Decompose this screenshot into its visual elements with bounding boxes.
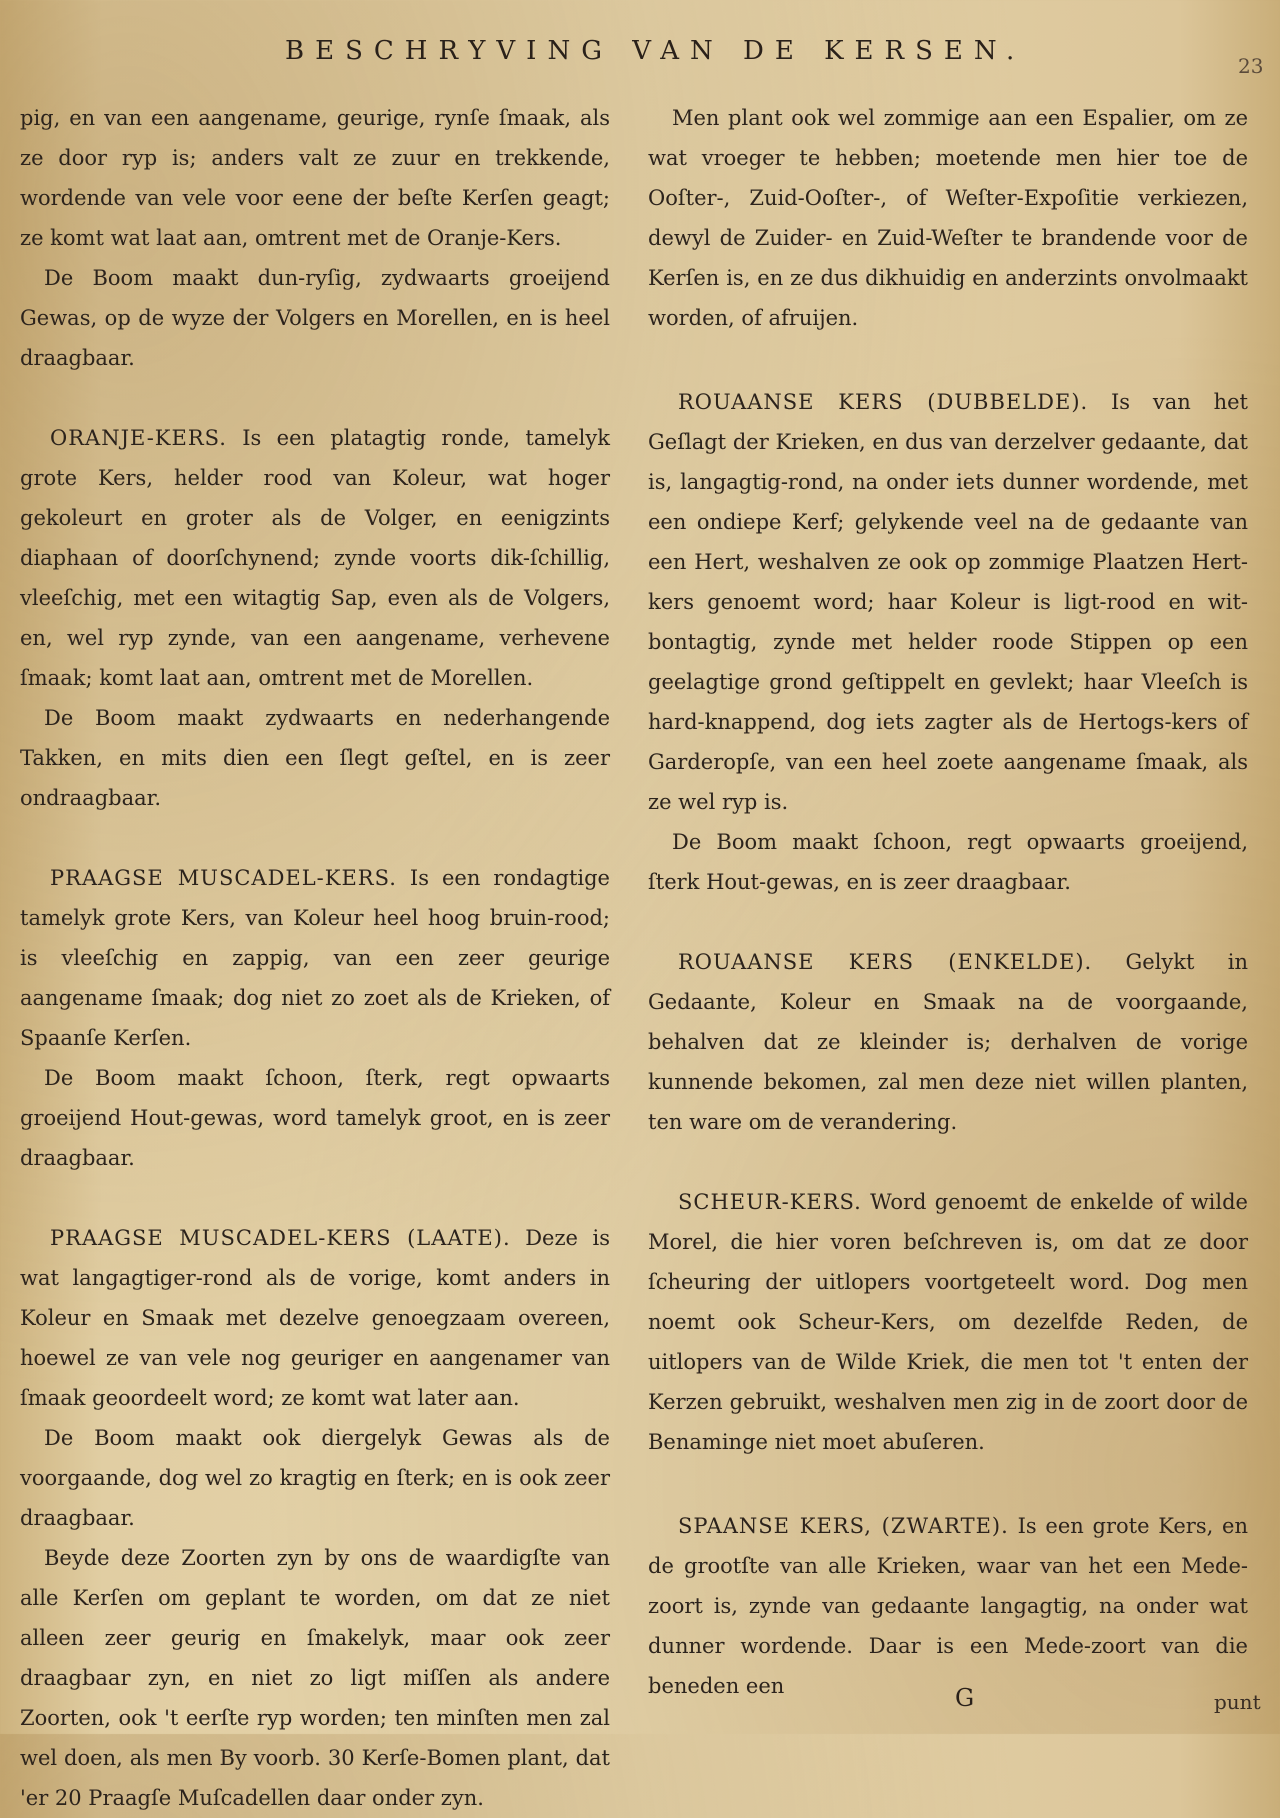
paragraph: Men plant ook wel zommige aan een Espalier, om ze wat vroeger te hebben; moetende men hier toe de Ooſter-, Zuid-Ooſter-, of Weſter-Expoſitie verkiezen, dewyl de Zuider- en Zuid-Weſter te brandende voor de Kerſen is, en ze dus dikhuidig en anderzints onvolmaakt worden, of afruijen.	[648, 106, 1248, 330]
catchword: punt	[1214, 1690, 1261, 1714]
left-column	[20, 98, 610, 1818]
entry-heading: ROUAANSE KERS (ENKELDE).	[678, 950, 1093, 974]
paragraph: De Boom maakt dun-ryſig, zydwaarts groeijend Gewas, op de wyze der Volgers en Morellen, en is heel draagbaar.	[20, 266, 610, 370]
paragraph: Beyde deze Zoorten zyn by ons de waardigſte van alle Kerſen om geplant te worden, om dat ze niet alleen zeer geurig en ſmakelyk, maar ook zeer draagbaar zyn, en niet zo ligt miſſen als andere Zoorten, ook 't eerſte ryp worden; ten minſten men zal wel doen, als men By voorb. 30 Kerſe-Bomen plant, dat 'er 20 Praagſe Muſcadellen daar onder zyn.	[20, 1546, 610, 1810]
paragraph: De Boom maakt zydwaarts en nederhangende Takken, en mits dien een ſlegt geſtel, en is zeer ondraagbaar.	[20, 706, 610, 810]
entry-rouaanse-enkelde: ROUAANSE KERS (ENKELDE). Gelykt in Gedaante, Koleur en Smaak na de voorgaande, behalven dat ze kleinder is; derhalven de vorige kunnende bekomen, zal men deze niet willen planten, ten ware om de verandering.	[648, 950, 1248, 1134]
paragraph: pig, en van een aangename, geurige, rynſe ſmaak, als ze door ryp is; anders valt ze zuur en trekkende, wordende van vele voor eene der beſte Kerſen geagt; ze komt wat laat aan, omtrent met de Oranje-Kers.	[20, 106, 610, 250]
entry-praagse-muscadel-laate: PRAAGSE MUSCADEL-KERS (LAATE). Deze is wat langagtiger-rond als de vorige, komt anders in Koleur en Smaak met dezelve genoegzaam overeen, hoewel ze van vele nog geuriger en aangenamer van ſmaak geoordeelt word; ze komt wat later aan.	[20, 1226, 610, 1410]
entry-heading: PRAAGSE MUSCADEL-KERS.	[50, 866, 397, 890]
entry-heading: ROUAANSE KERS (DUBBELDE).	[678, 390, 1089, 414]
paragraph: De Boom maakt ſchoon, regt opwaarts groeijend, ſterk Hout-gewas, en is zeer draagbaar.	[648, 830, 1248, 894]
paragraph: De Boom maakt ſchoon, ſterk, regt opwaarts groeijend Hout-gewas, word tamelyk groot, en is zeer draagbaar.	[20, 1066, 610, 1170]
entry-oranje-kers: ORANJE-KERS. Is een platagtig ronde, tamelyk grote Kers, helder rood van Koleur, wat hoger gekoleurt en groter als de Volger, en eenigzints diaphaan of doorſchynend; zynde voorts dik-ſchillig, vleeſchig, met een witagtig Sap, even als de Volgers, en, wel ryp zynde, van een aangename, verhevene ſmaak; komt laat aan, omtrent met de Morellen.	[20, 426, 610, 690]
entry-heading: SPAANSE KERS, (ZWARTE).	[678, 1514, 1009, 1538]
entry-heading: ORANJE-KERS.	[50, 426, 227, 450]
page-header	[0, 32, 1280, 82]
entry-spaanse-kers: SPAANSE KERS, (ZWARTE). Is een grote Kers, en de grootſte van alle Krieken, waar van het een Mede-zoort is, zynde van gedaante langagtig, na onder wat dunner wordende. Daar is een Mede-zoort van die beneden een	[648, 1514, 1249, 1698]
right-column	[648, 98, 1248, 1706]
entry-heading: SCHEUR-KERS.	[678, 1190, 862, 1214]
entry-praagse-muscadel: PRAAGSE MUSCADEL-KERS. Is een rondagtige tamelyk grote Kers, van Koleur heel hoog bruin-rood; is vleeſchig en zappig, van een zeer geurige aangename ſmaak; dog niet zo zoet als de Krieken, of Spaanſe Kerſen.	[20, 866, 610, 1050]
entry-scheur-kers: SCHEUR-KERS. Word genoemt de enkelde of wilde Morel, die hier voren beſchreven is, om dat ze door ſcheuring der uitlopers voortgeteelt word. Dog men noemt ook Scheur-Kers, om dezelfde Reden, de uitlopers van de Wilde Kriek, die men tot 't enten der Kerzen gebruikt, weshalven men zig in de zoort door de Benaminge niet moet abuſeren.	[648, 1190, 1248, 1454]
signature-mark: G	[955, 1684, 975, 1712]
page-number: 23	[1238, 54, 1264, 78]
paragraph: De Boom maakt ook diergelyk Gewas als de voorgaande, dog wel zo kragtig en ſterk; en is ook zeer draagbaar.	[20, 1426, 610, 1530]
running-head: BESCHRYVING VAN DE KERSEN.	[285, 36, 1026, 66]
entry-heading: PRAAGSE MUSCADEL-KERS (LAATE).	[50, 1226, 511, 1250]
entry-rouaanse-dubbelde: ROUAANSE KERS (DUBBELDE). Is van het Geſlagt der Krieken, en dus van derzelver gedaante, dat is, langagtig-rond, na onder iets dunner wordende, met een ondiepe Kerf; gelykende veel na de gedaante van een Hert, weshalven ze ook op zommige Plaatzen Hert-kers genoemt word; haar Koleur is ligt-rood en wit-bontagtig, zynde met helder roode Stippen op een geelagtige grond geſtippelt en gevlekt; haar Vleeſch is hard-knappend, dog iets zagter als de Hertogs-kers of Garderopſe, van een heel zoete aangename ſmaak, als ze wel ryp is.	[648, 390, 1248, 814]
